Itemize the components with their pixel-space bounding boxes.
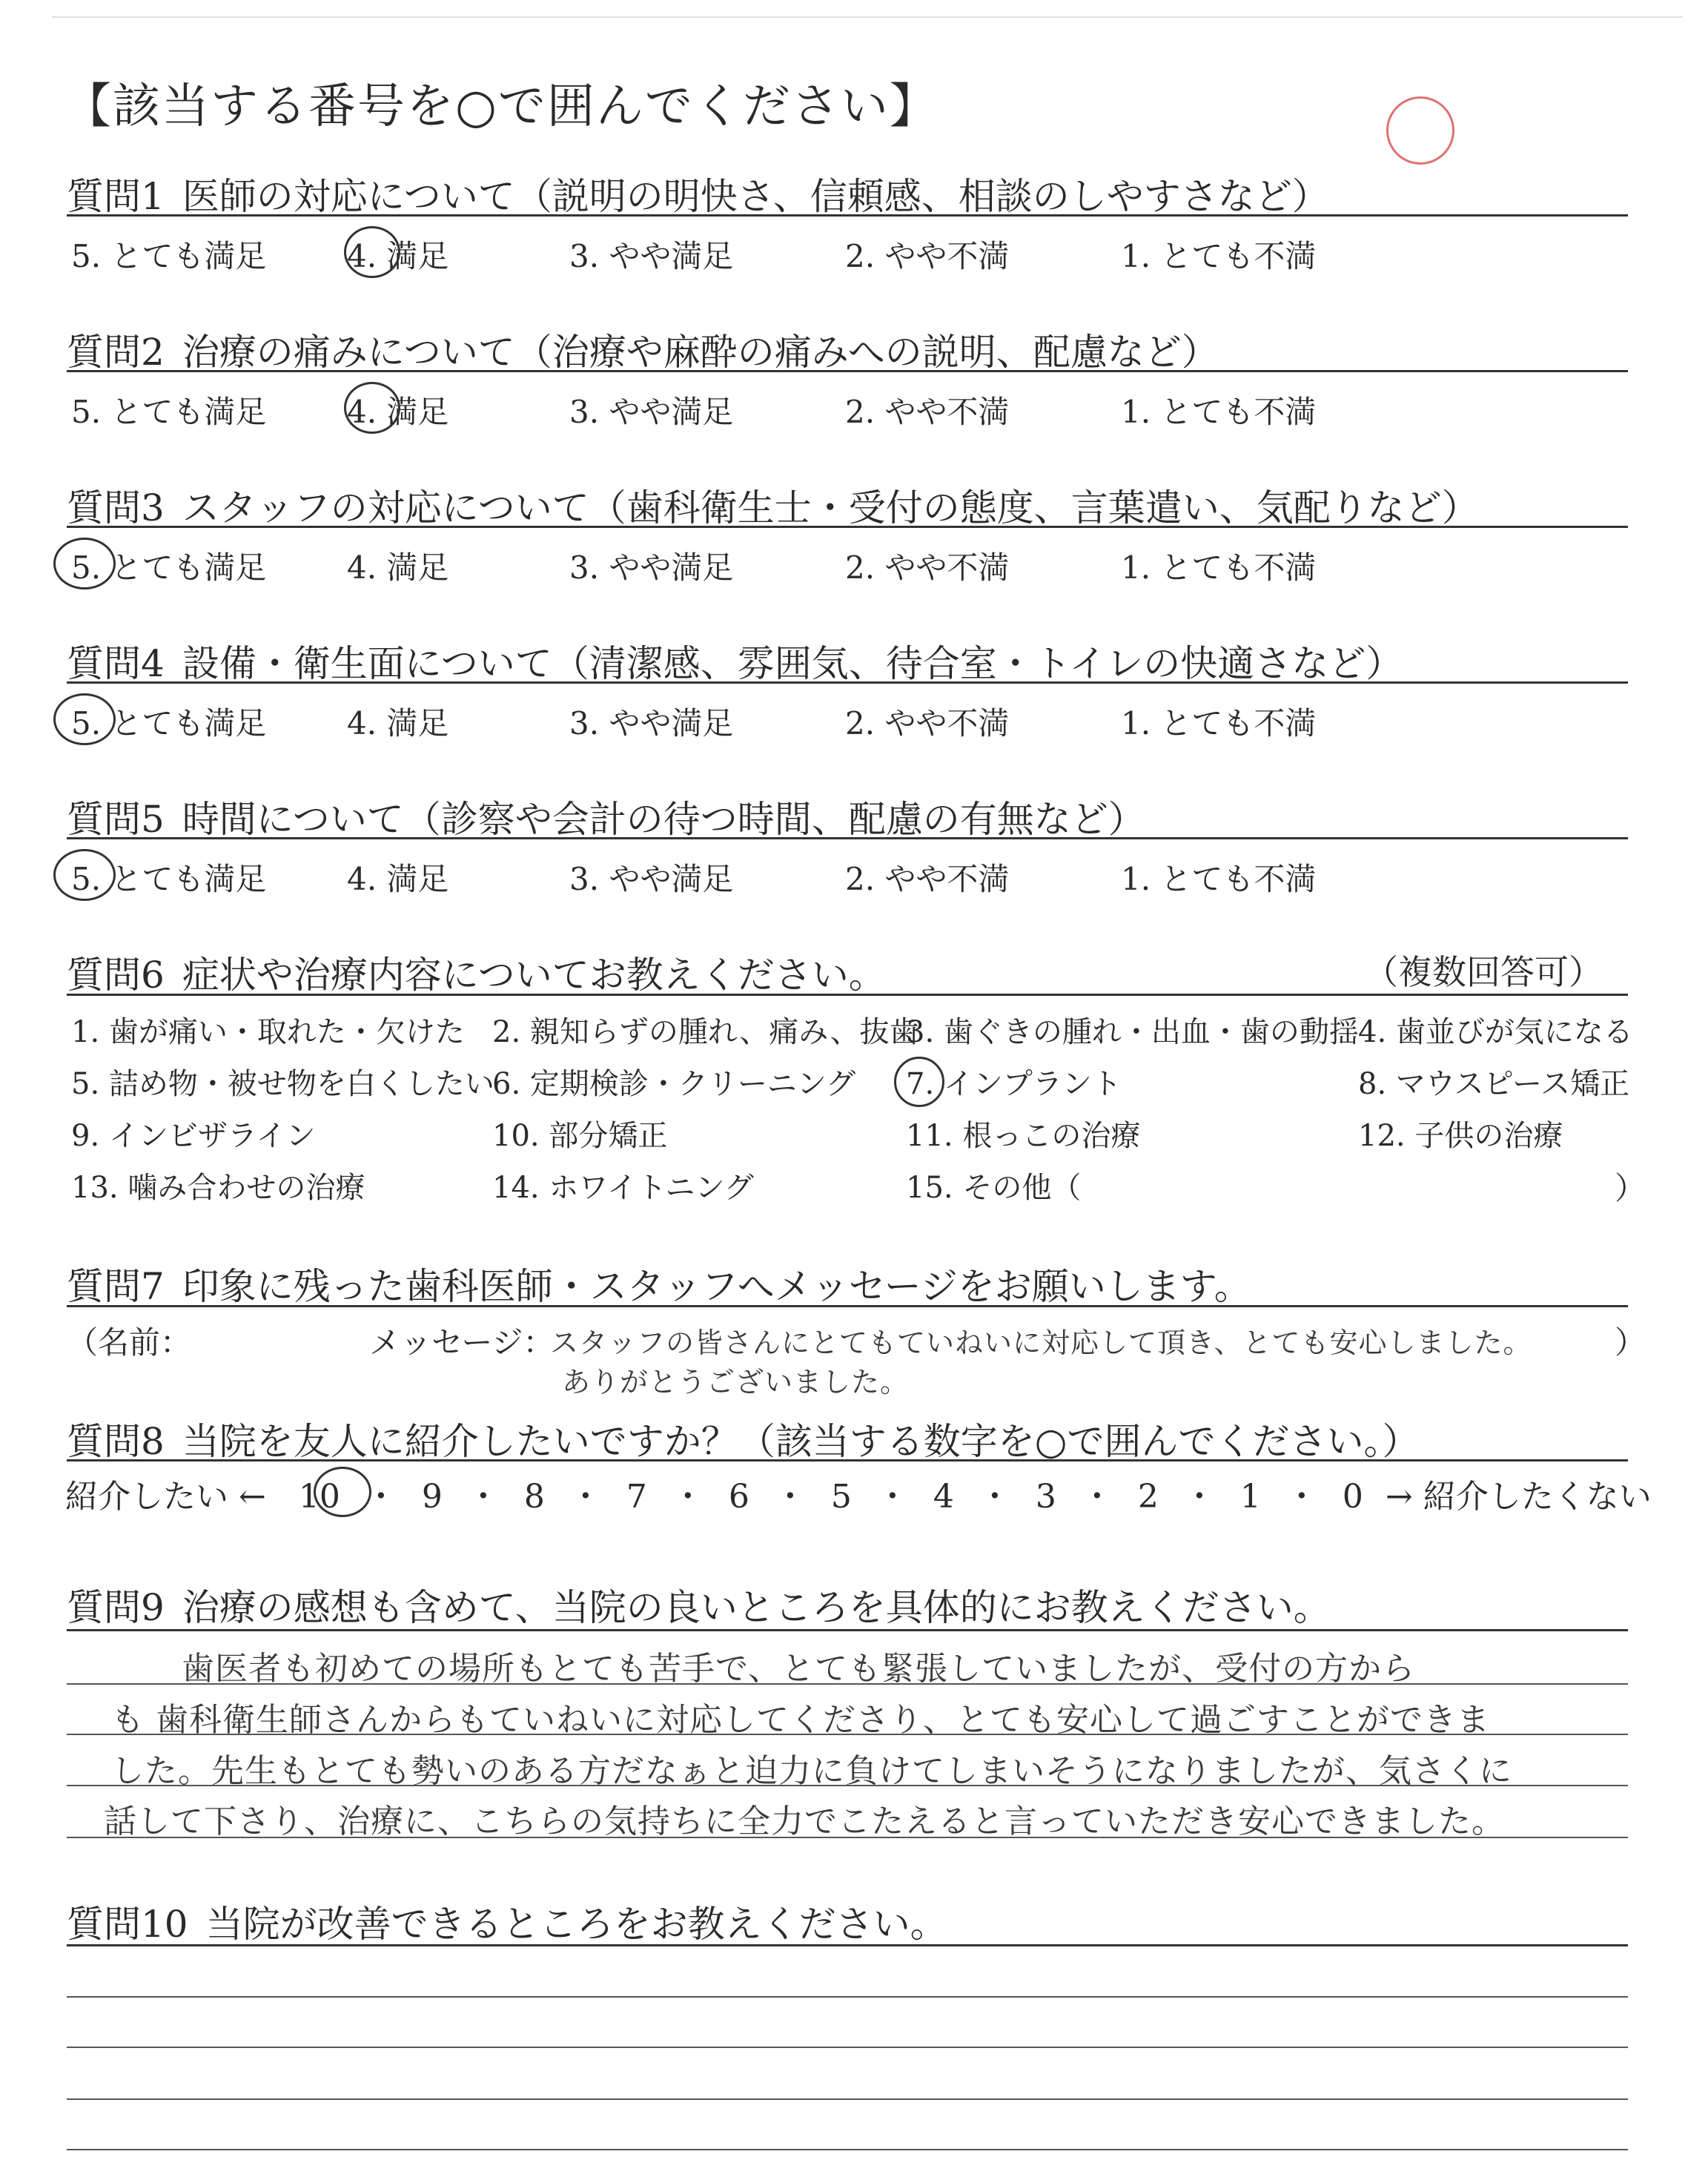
q1-option[interactable]: 1. とても不満 — [1121, 238, 1317, 274]
q6-option[interactable]: 9. インビザライン — [71, 1119, 316, 1153]
q4-option[interactable]: 2. やや不満 — [845, 705, 1010, 742]
recommend-scale — [65, 1470, 1652, 1517]
q2-rule — [67, 370, 1628, 372]
q1-heading — [67, 167, 1329, 220]
q4-label: 質問4 — [67, 642, 165, 685]
q8-answer-circle — [314, 1467, 371, 1517]
q3-heading — [67, 478, 1479, 532]
scale-option-9[interactable]: 9 — [421, 1478, 443, 1516]
q7-label: 質問7 — [67, 1265, 165, 1308]
scale-option-5[interactable]: 5 — [830, 1478, 852, 1516]
q6-option[interactable]: 4. 歯並びが気になる — [1358, 1015, 1633, 1049]
scale-separator: ・ — [1080, 1478, 1113, 1516]
scale-option-0[interactable]: 0 — [1342, 1478, 1363, 1516]
q6-option[interactable]: 10. 部分矯正 — [492, 1119, 668, 1153]
q7-heading — [67, 1257, 1251, 1310]
scale-option-4[interactable]: 4 — [933, 1478, 954, 1516]
q10-text: 当院が改善できるところをお教えください。 — [205, 1903, 947, 1946]
q7-name-label: （名前： — [67, 1324, 192, 1361]
q9-text: 治療の感想も含めて、当院の良いところを具体的にお教えください。 — [182, 1586, 1331, 1629]
scale-option-7[interactable]: 7 — [626, 1478, 647, 1516]
q9-answer-line: 歯医者も初めての場所もとても苦手で、とても緊張していましたが、受付の方から — [182, 1650, 1416, 1688]
q9-rule — [67, 1629, 1628, 1631]
scale-separator: ・ — [1285, 1478, 1318, 1516]
q5-label: 質問5 — [67, 798, 165, 841]
q6-option[interactable]: 5. 詰め物・被せ物を白くしたい — [71, 1067, 494, 1101]
scale-option-1[interactable]: 1 — [1239, 1478, 1261, 1516]
q1-rule — [67, 214, 1628, 217]
q2-option[interactable]: 5. とても満足 — [71, 394, 267, 430]
q7-close-paren: ） — [1615, 1324, 1646, 1361]
q2-text: 治療の痛みについて（治療や麻酔の痛みへの説明、配慮など） — [182, 331, 1219, 374]
scale-separator: ・ — [671, 1478, 704, 1516]
q5-text: 時間について（診察や会計の待つ時間、配慮の有無など） — [182, 798, 1145, 841]
q1-answer-circle — [344, 226, 400, 278]
q9-answer-line: した。先生もとても勢いのある方だなぁと迫力に負けてしまいそうになりましたが、気さくに — [111, 1752, 1512, 1790]
q2-option[interactable]: 2. やや不満 — [845, 394, 1010, 430]
q3-rule — [67, 526, 1628, 528]
q1-option[interactable]: 3. やや満足 — [569, 238, 734, 274]
q6-option[interactable]: 12. 子供の治療 — [1358, 1119, 1563, 1153]
q9-heading — [67, 1578, 1331, 1631]
scale-separator: ・ — [569, 1478, 602, 1516]
q5-option[interactable]: 1. とても不満 — [1121, 861, 1317, 897]
q5-option[interactable]: 2. やや不満 — [845, 861, 1010, 897]
q10-heading — [67, 1895, 947, 1948]
scale-separator: ・ — [875, 1478, 909, 1516]
q2-heading — [67, 323, 1219, 376]
q7-message-line1: スタッフの皆さんにとてもていねいに対応して頂き、とても安心しました。 — [550, 1327, 1532, 1359]
q6-option[interactable]: 11. 根っこの治療 — [906, 1119, 1141, 1153]
scale-separator: ・ — [773, 1478, 807, 1516]
q6-option[interactable]: 15. その他（ — [906, 1171, 1082, 1205]
q9-answer-line: 話して下さり、治療に、こちらの気持ちに全力でこたえると言っていただき安心できました。 — [104, 1803, 1505, 1840]
red-stamp-seal — [1386, 96, 1454, 165]
q6-option[interactable]: 8. マウスピース矯正 — [1358, 1067, 1630, 1101]
scale-separator: ・ — [1182, 1478, 1216, 1516]
q1-option[interactable]: 5. とても満足 — [71, 238, 267, 274]
q4-option[interactable]: 4. 満足 — [347, 705, 449, 742]
q8-heading — [67, 1412, 1419, 1465]
q10-writing-line — [67, 2047, 1628, 2048]
q4-option[interactable]: 3. やや満足 — [569, 705, 734, 742]
q5-option[interactable]: 4. 満足 — [347, 861, 449, 897]
q4-rule — [67, 681, 1628, 684]
q1-option[interactable]: 2. やや不満 — [845, 238, 1010, 274]
q6-heading — [67, 945, 886, 999]
q5-rule — [67, 837, 1628, 839]
scan-edge-line — [52, 16, 1683, 18]
q9-answer-line: も 歯科衛生師さんからもていねいに対応してくださり、とても安心して過ごすことができま — [111, 1701, 1490, 1739]
q2-option[interactable]: 4. 満足 — [347, 394, 449, 430]
q4-option[interactable]: 5. とても満足 — [71, 705, 267, 742]
q8-rule — [67, 1459, 1628, 1462]
scale-separator: ・ — [466, 1478, 500, 1516]
q6-option[interactable]: 1. 歯が痛い・取れた・欠けた — [71, 1015, 465, 1049]
q4-option[interactable]: 1. とても不満 — [1121, 705, 1317, 742]
q7-text: 印象に残った歯科医師・スタッフへメッセージをお願いします。 — [182, 1265, 1251, 1308]
q6-option[interactable]: 3. 歯ぐきの腫れ・出血・歯の動揺 — [906, 1015, 1359, 1049]
scale-separator: ・ — [364, 1478, 397, 1516]
q6-option[interactable]: 13. 噛み合わせの治療 — [71, 1171, 365, 1205]
scale-option-10[interactable]: 10 — [298, 1478, 340, 1516]
q10-writing-line — [67, 2149, 1628, 2150]
scale-right-label: → 紹介したくない — [1385, 1478, 1652, 1516]
q3-text: スタッフの対応について（歯科衛生士・受付の態度、言葉遣い、気配りなど） — [182, 486, 1479, 529]
q9-label: 質問9 — [67, 1586, 165, 1629]
q3-option[interactable]: 5. とても満足 — [71, 549, 267, 586]
q6-rule — [67, 994, 1628, 996]
q6-text: 症状や治療内容についてお教えください。 — [182, 954, 886, 997]
q2-label: 質問2 — [67, 331, 165, 374]
q8-label: 質問8 — [67, 1420, 165, 1463]
q6-answer-circle — [894, 1057, 944, 1107]
q6-note: （複数回答可） — [1364, 952, 1603, 992]
q4-heading — [67, 634, 1403, 687]
q5-answer-circle — [53, 849, 116, 901]
q6-option[interactable]: 2. 親知らずの腫れ、痛み、抜歯 — [492, 1015, 919, 1049]
q1-text: 医師の対応について（説明の明快さ、信頼感、相談のしやすさなど） — [182, 175, 1329, 218]
q10-writing-line — [67, 2098, 1628, 2100]
scale-left-label: 紹介したい ← — [65, 1478, 266, 1516]
q6-option[interactable]: 14. ホワイトニング — [492, 1171, 754, 1205]
q6-other-close: ） — [1615, 1170, 1646, 1206]
q5-heading — [67, 790, 1145, 843]
page-title: 【該当する番号を○で囲んでください】 — [64, 79, 939, 134]
q6-label: 質問6 — [67, 954, 165, 997]
scale-option-2[interactable]: 2 — [1137, 1478, 1159, 1516]
q3-option[interactable]: 2. やや不満 — [845, 549, 1010, 586]
q5-option[interactable]: 5. とても満足 — [71, 861, 267, 897]
q7-rule — [67, 1305, 1628, 1307]
scale-option-6[interactable]: 6 — [728, 1478, 749, 1516]
q3-option[interactable]: 1. とても不満 — [1121, 549, 1317, 586]
q10-rule — [67, 1944, 1628, 1946]
q2-answer-circle — [344, 382, 400, 434]
q2-option[interactable]: 3. やや満足 — [569, 394, 734, 430]
scale-option-3[interactable]: 3 — [1035, 1478, 1056, 1516]
q4-text: 設備・衛生面について（清潔感、雰囲気、待合室・トイレの快適さなど） — [182, 642, 1403, 685]
q8-text: 当院を友人に紹介したいですか？（該当する数字を○で囲んでください。） — [182, 1420, 1420, 1463]
q1-label: 質問1 — [67, 175, 165, 218]
scale-separator: ・ — [978, 1478, 1011, 1516]
q10-label: 質問10 — [67, 1903, 188, 1946]
q3-answer-circle — [53, 538, 116, 589]
q3-option[interactable]: 3. やや満足 — [569, 549, 734, 586]
q10-writing-line — [67, 1996, 1628, 1998]
q1-option[interactable]: 4. 満足 — [347, 238, 449, 274]
q6-option[interactable]: 6. 定期検診・クリーニング — [492, 1067, 856, 1101]
q3-option[interactable]: 4. 満足 — [347, 549, 449, 586]
q7-message-line2: ありがとうございました。 — [562, 1366, 910, 1398]
q7-message-label: メッセージ： — [369, 1324, 555, 1361]
q6-option[interactable]: 7. インプラント — [906, 1067, 1122, 1101]
q2-option[interactable]: 1. とても不満 — [1121, 394, 1317, 430]
q4-answer-circle — [53, 693, 116, 745]
scale-option-8[interactable]: 8 — [523, 1478, 545, 1516]
q5-option[interactable]: 3. やや満足 — [569, 861, 734, 897]
q3-label: 質問3 — [67, 486, 165, 529]
